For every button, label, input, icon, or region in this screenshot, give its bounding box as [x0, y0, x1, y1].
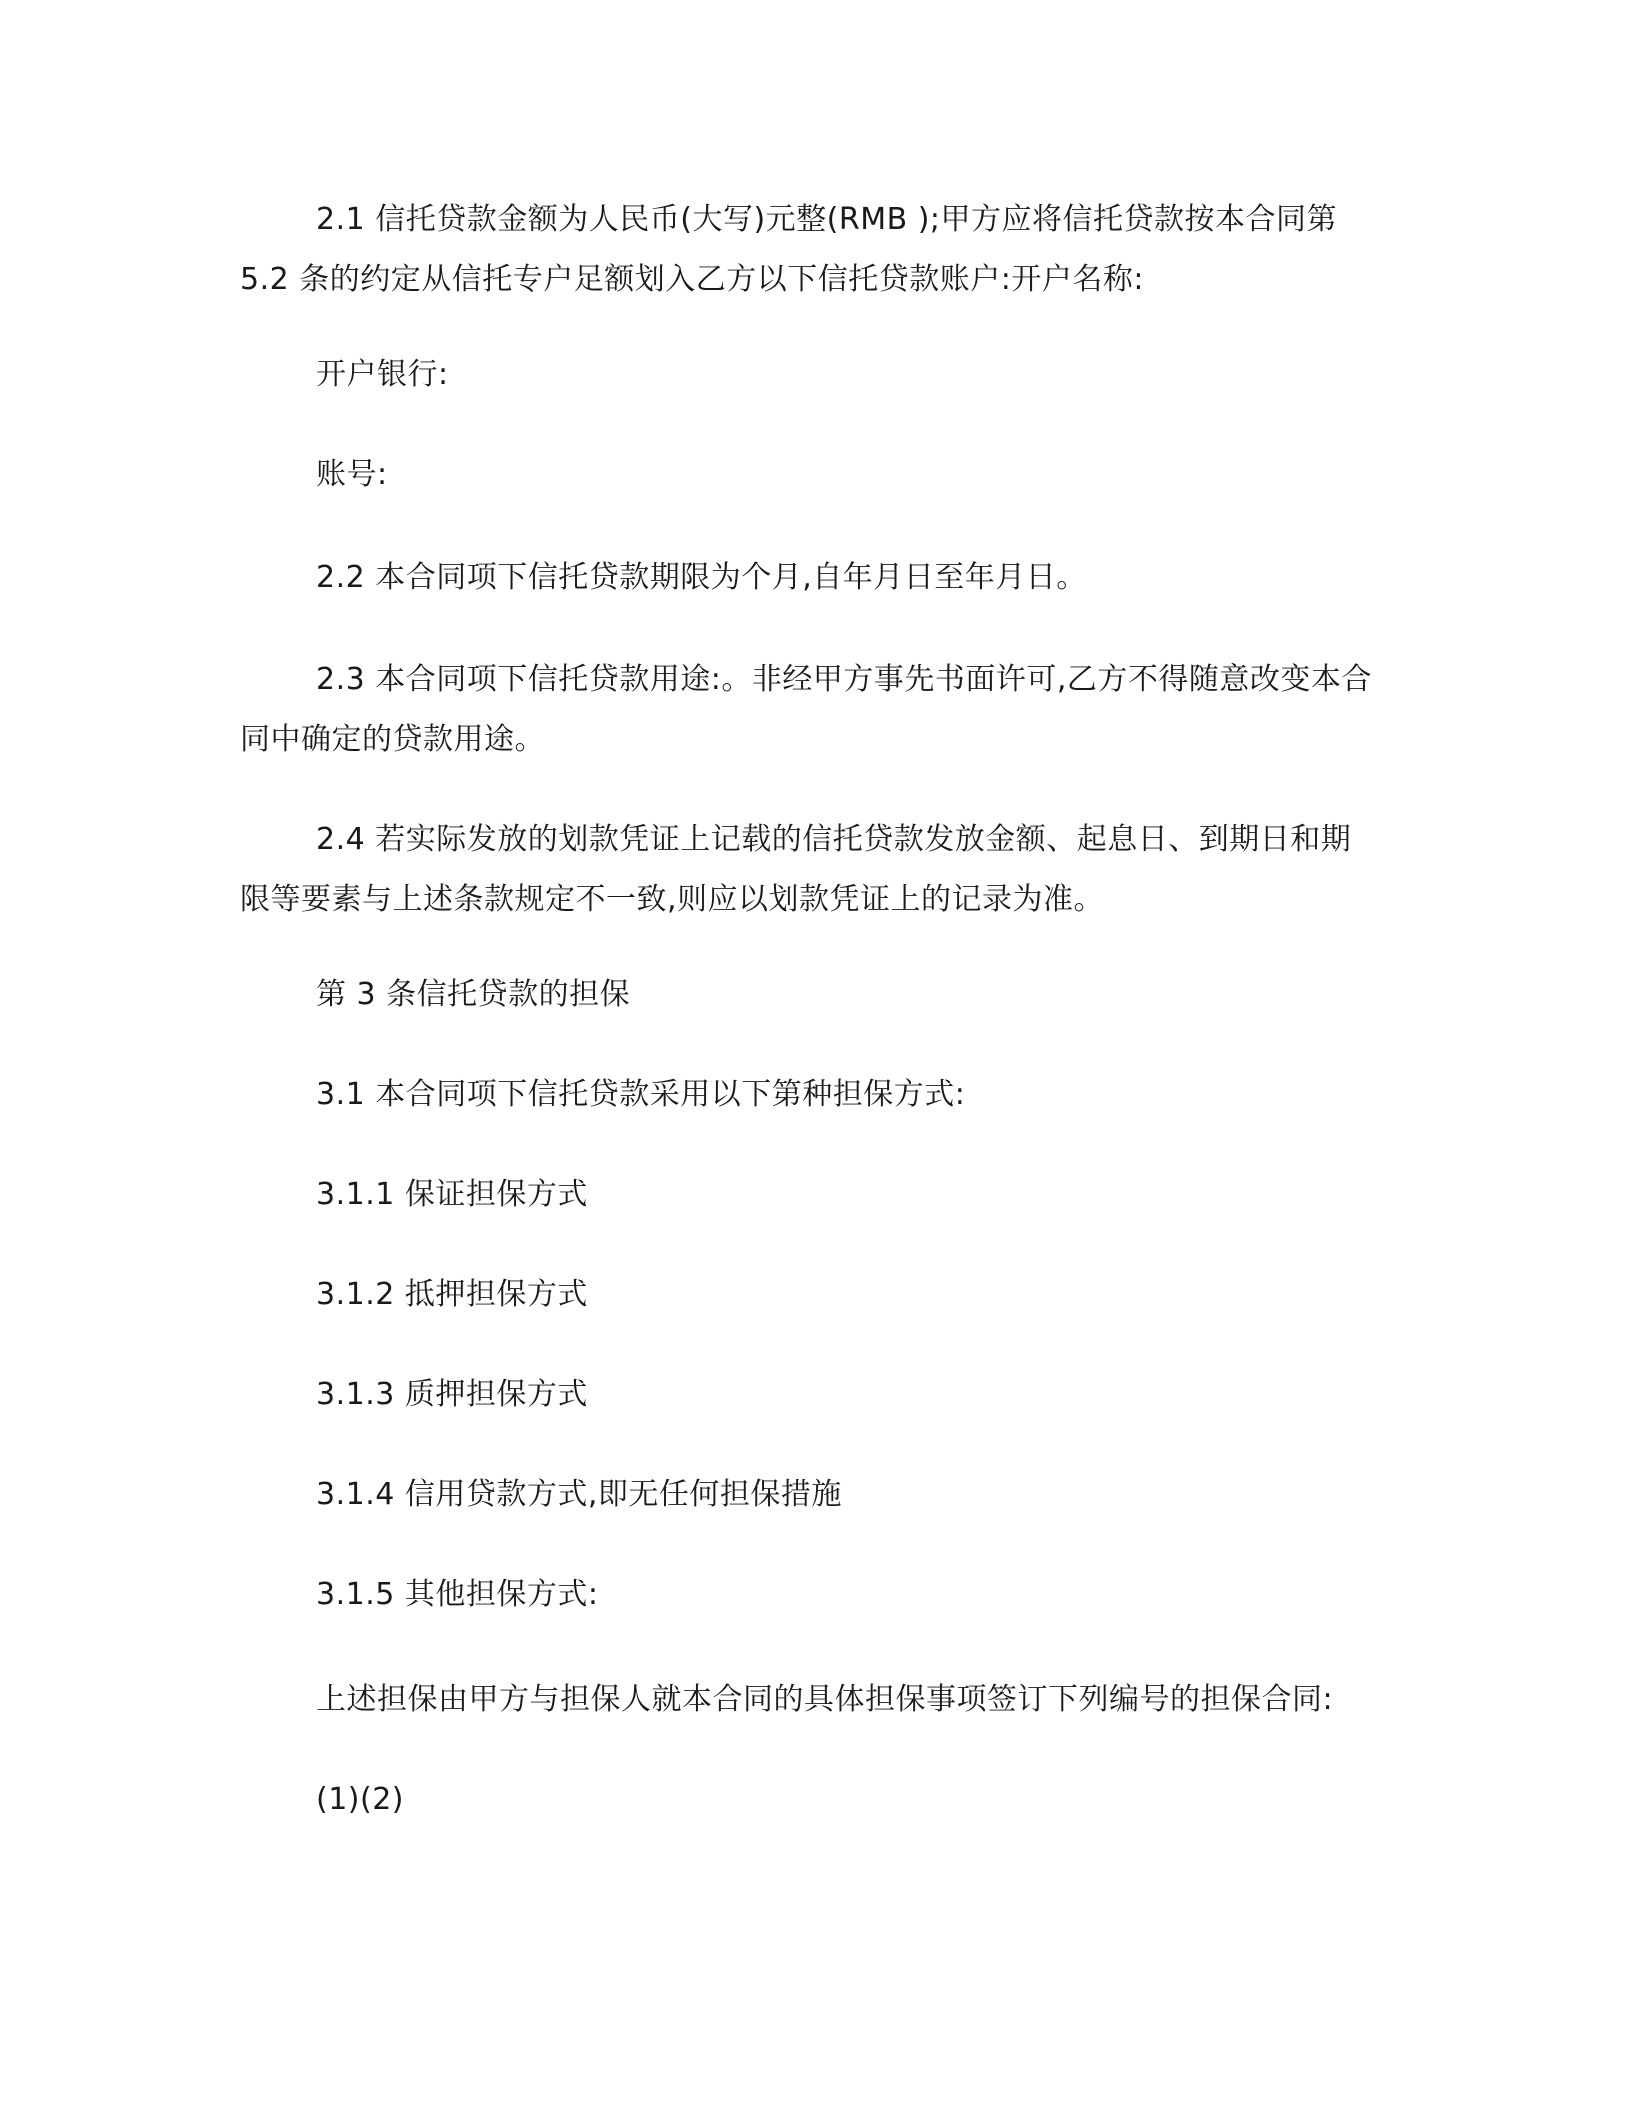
- paragraph-guarantee-contracts: 上述担保由甲方与担保人就本合同的具体担保事项签订下列编号的担保合同:: [316, 1682, 1334, 1717]
- paragraph-3-1: 3.1 本合同项下信托贷款采用以下第种担保方式:: [316, 1077, 966, 1112]
- paragraph-3-1-4: 3.1.4 信用贷款方式,即无任何担保措施: [316, 1477, 842, 1512]
- section-3-heading: 第 3 条信托贷款的担保: [316, 977, 631, 1012]
- paragraph-3-1-5: 3.1.5 其他担保方式:: [316, 1577, 599, 1612]
- paragraph-account: 账号:: [316, 457, 388, 492]
- paragraph-contract-numbers: (1)(2): [316, 1782, 404, 1817]
- paragraph-2-4: 2.4 若实际发放的划款凭证上记载的信托贷款发放金额、起息日、到期日和期限等要素与上述条款规定不一致,则应以划款凭证上的记录为准。: [240, 822, 1352, 917]
- paragraph-3-1-2: 3.1.2 抵押担保方式: [316, 1277, 588, 1312]
- paragraph-3-1-1: 3.1.1 保证担保方式: [316, 1177, 588, 1212]
- paragraph-3-1-3: 3.1.3 质押担保方式: [316, 1377, 588, 1412]
- paragraph-bank: 开户银行:: [316, 357, 449, 392]
- paragraph-2-3: 2.3 本合同项下信托贷款用途:。非经甲方事先书面许可,乙方不得随意改变本合同中确定的贷款用途。: [240, 662, 1372, 757]
- paragraph-2-2: 2.2 本合同项下信托贷款期限为个月,自年月日至年月日。: [316, 560, 1087, 595]
- paragraph-2-1: 2.1 信托贷款金额为人民币(大写)元整(RMB );甲方应将信托贷款按本合同第5.2 条的约定从信托专户足额划入乙方以下信托贷款账户:开户名称:: [240, 202, 1338, 297]
